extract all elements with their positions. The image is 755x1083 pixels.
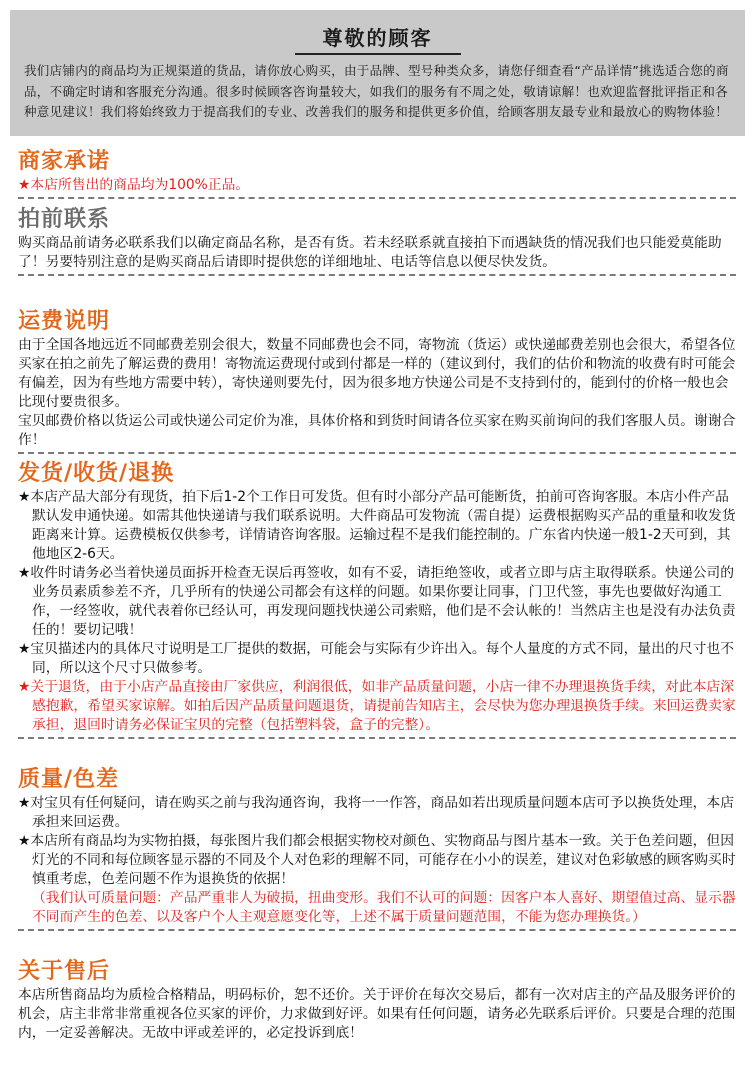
divider <box>18 929 736 931</box>
section-title-quality: 质量/色差 <box>18 767 120 792</box>
aftersale-body: 本店所售商品均为质检合格精品，明码标价，恕不还价。关于评价在每次交易后，都有一次对店主的产品及服务评价的机会，店主非常非常重视各位买家的评价，力求做到好评。如果有任何问题，请务必先联系后评价。只要是合理的范围内，一定妥善解决。无故中评或差评的，必定投诉到底！ <box>18 987 736 1041</box>
divider <box>18 197 736 199</box>
notice-body: 我们店铺内的商品均为正规渠道的货品，请你放心购买，由于品牌、型号种类众多，请您仔细查看“产品详情”挑选适合您的商品，不确定时请和客服充分沟通。很多时候顾客咨询量较大，如我们的服务有不周之处，敬请谅解！也欢迎监督批评指正和各种意见建议！我们将始终致力于提高我们的专业、改善我们的服务和提供更多价值，给顾客朋友最专业和最放心的购物体验！ <box>24 63 729 119</box>
delivery-item-2: ★收件时请务必当着快递员面拆开检查无误后再签收，如有不妥，请拒绝签收，或者立即与店主取得联系。快递公司的业务员素质参差不齐，几乎所有的快递公司都会有这样的问题。如果你要让同事，门卫代签，事先也要做好沟通工作，一经签收，就代表着你已经认可，再发现问题找快递公司索赔，他们是不会认帐的！当然店主也是没有办法负责任的！要切记哦！ <box>18 565 736 638</box>
promise-line: ★本店所售出的商品均为100%正品。 <box>18 177 250 193</box>
section-quality <box>18 766 736 933</box>
section-promise <box>18 148 736 201</box>
divider <box>18 274 736 276</box>
contact-body: 购买商品前请务必联系我们以确定商品名称，是否有货。若未经联系就直接拍下而遇缺货的情况我们也只能爱莫能助了！另要特别注意的是购买商品后请即时提供您的详细地址、电话等信息以便尽快发货。 <box>18 235 722 270</box>
section-title-contact: 拍前联系 <box>18 207 111 232</box>
quality-item-2: ★本店所有商品均为实物拍摄，每张图片我们都会根据实物校对颜色、实物商品与图片基本一致。关于色差问题，但因灯光的不同和每位顾客显示器的不同及个人对色彩的理解不同，可能存在小小的误差，建议对色彩敏感的顾客购买时慎重考虑，色差问题不作为退换货的依据！ <box>18 833 736 887</box>
section-aftersale <box>18 958 736 1043</box>
section-contact <box>18 206 736 278</box>
shipping-body-1: 由于全国各地远近不同邮费差别会很大，数量不同邮费也会不同，寄物流（货运）或快递邮费差别也会很大，希望各位买家在拍之前先了解运费的费用！寄物流运费现付或到付都是一样的（建议到付，我们的估价和物流的收费有时可能会有偏差，因为有些地方需要中转），寄快递则要先付，因为很多地方快递公司是不支持到付的，能到付的价格一般也会比现付要贵很多。 <box>18 337 736 410</box>
section-title-shipping: 运费说明 <box>18 309 111 334</box>
section-title-promise: 商家承诺 <box>18 149 111 174</box>
delivery-item-4: ★关于退货，由于小店产品直接由厂家供应，利润很低，如非产品质量问题，小店一律不办理退换货手续，对此本店深感抱歉，希望买家谅解。如拍后因产品质量问题退货，请提前告知店主，会尽快为您办理退换货手续。来回运费卖家承担，退回时请务必保证宝贝的完整（包括塑料袋，盒子的完整）。 <box>18 679 736 733</box>
divider <box>18 452 736 454</box>
delivery-item-3: ★宝贝描述内的具体尺寸说明是工厂提供的数据，可能会与实际有少许出入。每个人量度的方式不同，量出的尺寸也不同，所以这个尺寸只做参考。 <box>18 641 735 676</box>
section-title-aftersale: 关于售后 <box>18 959 111 984</box>
shipping-body-2: 宝贝邮费价格以货运公司或快递公司定价为准，具体价格和到货时间请各位买家在购买前询问的我们客服人员。谢谢合作！ <box>18 413 736 448</box>
quality-item-1: ★对宝贝有任何疑问，请在购买之前与我沟通咨询，我将一一作答，商品如若出现质量问题本店可予以换货处理，本店承担来回运费。 <box>18 795 735 830</box>
delivery-item-1: ★本店产品大部分有现货，拍下后1-2个工作日可发货。但有时小部分产品可能断货，拍前可咨询客服。本店小件产品默认发申通快递。如需其他快递请与我们联系说明。大件商品可发物流（需自提）运费根据购买产品的重量和收发货距离来计算。运费模板仅供参考，详情请咨询客服。运输过程不是我们能控制的。广东省内快递一般1-2天可到，其他地区2-6天。 <box>18 489 736 562</box>
divider <box>18 737 736 739</box>
section-shipping <box>18 308 736 456</box>
notice-box <box>10 10 745 136</box>
section-title-delivery: 发货/收货/退换 <box>18 461 175 486</box>
section-delivery <box>18 460 736 741</box>
notice-title: 尊敬的顾客 <box>295 22 461 55</box>
quality-note: （我们认可质量问题：产品严重非人为破损，扭曲变形。我们不认可的问题：因客户本人喜好、期望值过高、显示器不同而产生的色差、以及客户个人主观意愿变化等，上述不属于质量问题范围，不能为您办理换货。） <box>32 890 736 925</box>
